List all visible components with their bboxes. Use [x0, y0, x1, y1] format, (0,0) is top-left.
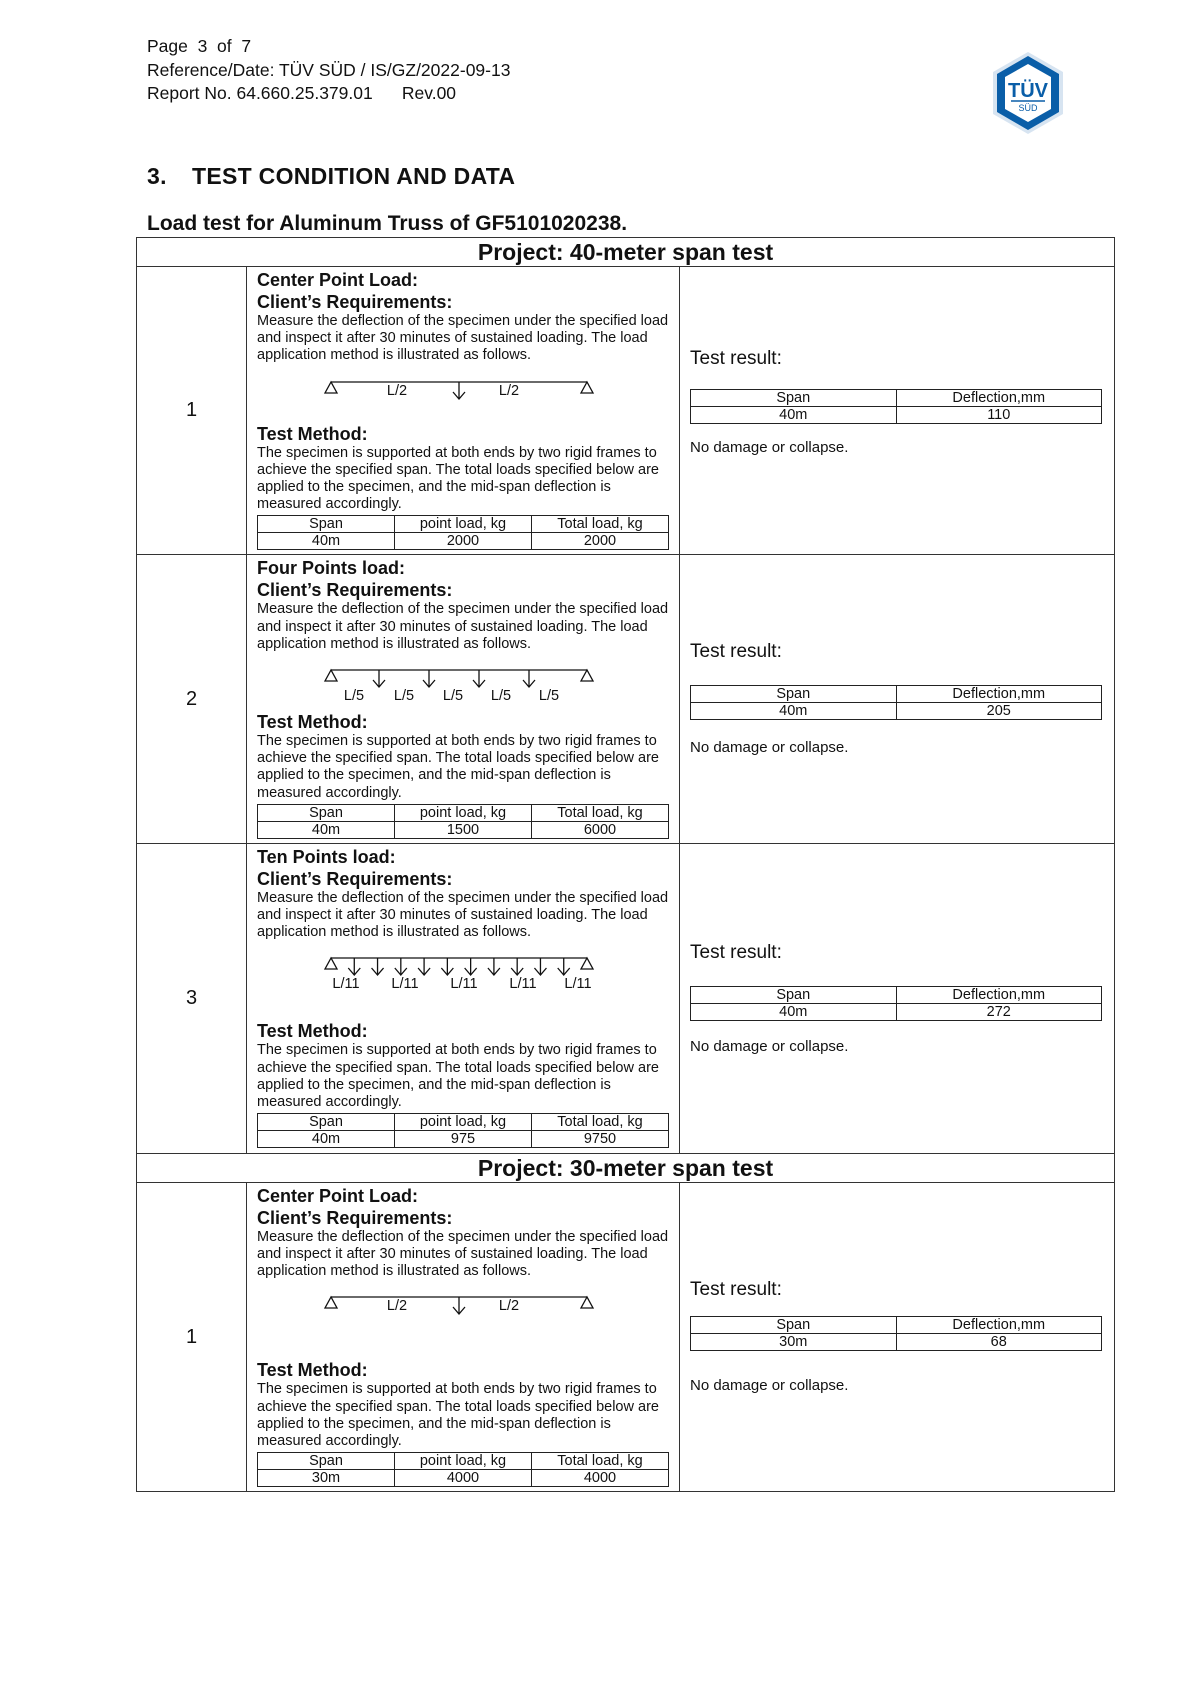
result-data-row: [691, 407, 1102, 424]
right-support-icon: [581, 958, 593, 969]
result-header-cell: Deflection,mm: [896, 390, 1102, 407]
test-index: 3: [137, 843, 247, 1153]
page-number: Page 3 of 7: [147, 36, 252, 56]
test-table: [136, 237, 1115, 1492]
load-spec-header-cell: Total load, kg: [532, 516, 669, 533]
project-title: Project: 40-meter span test: [137, 238, 1115, 267]
load-spec-header-row: [258, 1453, 669, 1470]
test-method-text: The specimen is supported at both ends by two rigid frames to achieve the specified span. The total loads specified below are applied to the specimen, and the mid-span deflection is measured accordingly.: [257, 1381, 659, 1450]
span-fraction-label: L/2: [498, 1298, 520, 1315]
test-method-heading: Test Method:: [257, 423, 368, 444]
span-fraction-label: L/5: [343, 688, 365, 705]
test-method-heading: Test Method:: [257, 712, 368, 733]
client-requirements-text: Measure the deflection of the specimen under the specified load and inspect it after 30 minutes of sustained loading. The load application method is illustrated as follows.: [257, 601, 669, 652]
result-header-cell: Span: [691, 686, 897, 703]
load-spec-table: [257, 1113, 669, 1148]
left-support-icon: [325, 1297, 337, 1308]
result-value-cell: 40m: [691, 703, 897, 720]
test-method-text: The specimen is supported at both ends by two rigid frames to achieve the specified span. The total loads specified below are applied to the specimen, and the mid-span deflection is measured accordingly.: [257, 733, 659, 801]
load-diagram: [319, 1290, 599, 1336]
load-spec-value-cell: 40m: [258, 1131, 395, 1148]
client-requirements-heading: Client’s Requirements:: [257, 580, 453, 601]
load-spec-data-row: [258, 821, 669, 838]
load-spec-value-cell: 30m: [258, 1470, 395, 1487]
load-spec-header-cell: Total load, kg: [532, 1114, 669, 1131]
load-spec-header-cell: Span: [258, 516, 395, 533]
test-conditions-cell: [247, 555, 680, 843]
span-fraction-label: L/5: [538, 688, 560, 705]
load-spec-value-cell: 9750: [532, 1131, 669, 1148]
span-fraction-label: L/5: [393, 688, 415, 705]
test-row: [137, 1182, 1115, 1491]
result-header-cell: Span: [691, 986, 897, 1003]
test-conditions-cell: [247, 1182, 680, 1491]
load-spec-header-cell: point load, kg: [395, 1114, 532, 1131]
load-diagram: [319, 663, 599, 709]
section-number: 3.: [147, 163, 167, 189]
span-fraction-label: L/2: [498, 382, 520, 399]
load-spec-header-cell: point load, kg: [395, 516, 532, 533]
load-spec-header-cell: Span: [258, 804, 395, 821]
result-table: [690, 685, 1102, 720]
result-header-row: [691, 390, 1102, 407]
result-data-row: [691, 1003, 1102, 1020]
load-type-heading: Four Points load:: [257, 558, 405, 579]
test-method-heading: Test Method:: [257, 1360, 368, 1381]
load-type-heading: Ten Points load:: [257, 846, 396, 867]
no-damage-note: No damage or collapse.: [690, 1037, 849, 1055]
result-header-cell: Deflection,mm: [896, 686, 1102, 703]
result-value-cell: 272: [896, 1003, 1102, 1020]
test-result-label: Test result:: [690, 348, 782, 369]
load-spec-value-cell: 40m: [258, 821, 395, 838]
result-value-cell: 110: [896, 407, 1102, 424]
client-requirements-heading: Client’s Requirements:: [257, 292, 453, 312]
right-support-icon: [581, 1297, 593, 1308]
test-row: [137, 555, 1115, 843]
test-conditions-cell: [247, 843, 680, 1153]
load-spec-data-row: [258, 1470, 669, 1487]
result-header-row: [691, 686, 1102, 703]
load-spec-header-cell: Total load, kg: [532, 804, 669, 821]
test-result-cell: [680, 843, 1115, 1153]
test-method-text: The specimen is supported at both ends by two rigid frames to achieve the specified span. The total loads specified below are applied to the specimen, and the mid-span deflection is measured accordingly.: [257, 444, 659, 513]
span-fraction-label: L/5: [442, 688, 464, 705]
project-header-row: [137, 1153, 1115, 1182]
test-index: 1: [137, 267, 247, 555]
load-spec-header-row: [258, 804, 669, 821]
client-requirements-heading: Client’s Requirements:: [257, 1207, 453, 1228]
no-damage-note: No damage or collapse.: [690, 439, 849, 456]
result-header-cell: Span: [691, 1316, 897, 1333]
load-spec-value-cell: 1500: [395, 821, 532, 838]
result-value-cell: 30m: [691, 1333, 897, 1350]
test-result-cell: [680, 1182, 1115, 1491]
load-spec-value-cell: 4000: [532, 1470, 669, 1487]
load-spec-value-cell: 975: [395, 1131, 532, 1148]
load-spec-value-cell: 2000: [395, 533, 532, 550]
result-value-cell: 40m: [691, 1003, 897, 1020]
load-spec-header-cell: Span: [258, 1114, 395, 1131]
result-table: [690, 986, 1102, 1021]
left-support-icon: [325, 670, 337, 681]
load-spec-value-cell: 40m: [258, 533, 395, 550]
load-spec-value-cell: 2000: [532, 533, 669, 550]
result-table: [690, 389, 1102, 424]
test-result-cell: [680, 267, 1115, 555]
result-value-cell: 68: [896, 1333, 1102, 1350]
span-fraction-label: L/11: [391, 976, 419, 993]
report-number: Report No. 64.660.25.379.01 Rev.00: [147, 83, 457, 103]
result-header-row: [691, 1316, 1102, 1333]
result-data-row: [691, 703, 1102, 720]
result-value-cell: 40m: [691, 407, 897, 424]
load-type-heading: Center Point Load:: [257, 1185, 418, 1206]
load-spec-header-cell: point load, kg: [395, 804, 532, 821]
span-fraction-label: L/11: [564, 976, 592, 993]
load-spec-data-row: [258, 1131, 669, 1148]
client-requirements-text: Measure the deflection of the specimen under the specified load and inspect it after 30 minutes of sustained loading. The load application method is illustrated as follows.: [257, 889, 669, 941]
load-spec-header-row: [258, 1114, 669, 1131]
load-spec-data-row: [258, 533, 669, 550]
test-conditions: [247, 555, 679, 842]
load-diagram: [319, 951, 599, 997]
span-fraction-label: L/2: [386, 1298, 408, 1315]
test-result-cell: [680, 555, 1115, 843]
load-spec-table: [257, 804, 669, 839]
test-method-heading: Test Method:: [257, 1021, 368, 1042]
load-spec-value-cell: 4000: [395, 1470, 532, 1487]
span-fraction-label: L/2: [386, 382, 408, 399]
test-result-label: Test result:: [690, 1278, 782, 1300]
load-spec-header-cell: point load, kg: [395, 1453, 532, 1470]
client-requirements-text: Measure the deflection of the specimen under the specified load and inspect it after 30 minutes of sustained loading. The load application method is illustrated as follows.: [257, 1228, 669, 1280]
load-spec-table: [257, 1452, 669, 1487]
test-row: [137, 843, 1115, 1153]
right-support-icon: [581, 670, 593, 681]
client-requirements-text: Measure the deflection of the specimen under the specified load and inspect it after 30 minutes of sustained loading. The load application method is illustrated as follows.: [257, 313, 669, 364]
load-spec-header-cell: Total load, kg: [532, 1453, 669, 1470]
load-diagram: [319, 375, 599, 421]
test-row: [137, 267, 1115, 555]
project-header-row: [137, 238, 1115, 267]
spacer: [257, 999, 669, 1020]
left-support-icon: [325, 382, 337, 393]
result-data-row: [691, 1333, 1102, 1350]
test-conditions: [247, 844, 679, 1152]
result-table: [690, 1316, 1102, 1351]
right-support-icon: [581, 382, 593, 393]
spacer: [257, 1338, 669, 1359]
client-requirements-heading: Client’s Requirements:: [257, 868, 453, 889]
result-header-cell: Span: [691, 390, 897, 407]
test-method-text: The specimen is supported at both ends by two rigid frames to achieve the specified span. The total loads specified below are applied to the specimen, and the mid-span deflection is measured accordingly.: [257, 1042, 659, 1111]
test-index: 1: [137, 1182, 247, 1491]
test-result-label: Test result:: [690, 941, 782, 963]
span-fraction-label: L/11: [332, 976, 360, 993]
result-value-cell: 205: [896, 703, 1102, 720]
logo-sub-text: SÜD: [1018, 103, 1038, 113]
load-spec-value-cell: 6000: [532, 821, 669, 838]
span-fraction-label: L/5: [490, 688, 512, 705]
load-spec-table: [257, 515, 669, 550]
load-type-heading: Center Point Load:: [257, 270, 418, 290]
result-header-cell: Deflection,mm: [896, 986, 1102, 1003]
reference-date: Reference/Date: TÜV SÜD / IS/GZ/2022-09-13: [147, 59, 511, 80]
load-spec-header-row: [258, 516, 669, 533]
left-support-icon: [325, 958, 337, 969]
project-title: Project: 30-meter span test: [137, 1153, 1115, 1182]
logo-main-text: TÜV: [1008, 80, 1048, 102]
test-index: 2: [137, 555, 247, 843]
test-conditions: [247, 1183, 679, 1491]
test-result-label: Test result:: [690, 641, 782, 663]
no-damage-note: No damage or collapse.: [690, 739, 849, 757]
test-conditions-cell: [247, 267, 680, 555]
result-header-row: [691, 986, 1102, 1003]
page-header: [147, 35, 510, 106]
section-title: TEST CONDITION AND DATA: [192, 163, 516, 189]
tuv-sud-logo: [985, 50, 1071, 136]
subtitle: Load test for Aluminum Truss of GF5101020238.: [147, 212, 628, 235]
span-fraction-label: L/11: [450, 976, 478, 993]
result-header-cell: Deflection,mm: [896, 1316, 1102, 1333]
no-damage-note: No damage or collapse.: [690, 1376, 849, 1394]
load-spec-header-cell: Span: [258, 1453, 395, 1470]
test-conditions: [247, 267, 679, 554]
section-heading: [147, 163, 515, 190]
span-fraction-label: L/11: [509, 976, 537, 993]
